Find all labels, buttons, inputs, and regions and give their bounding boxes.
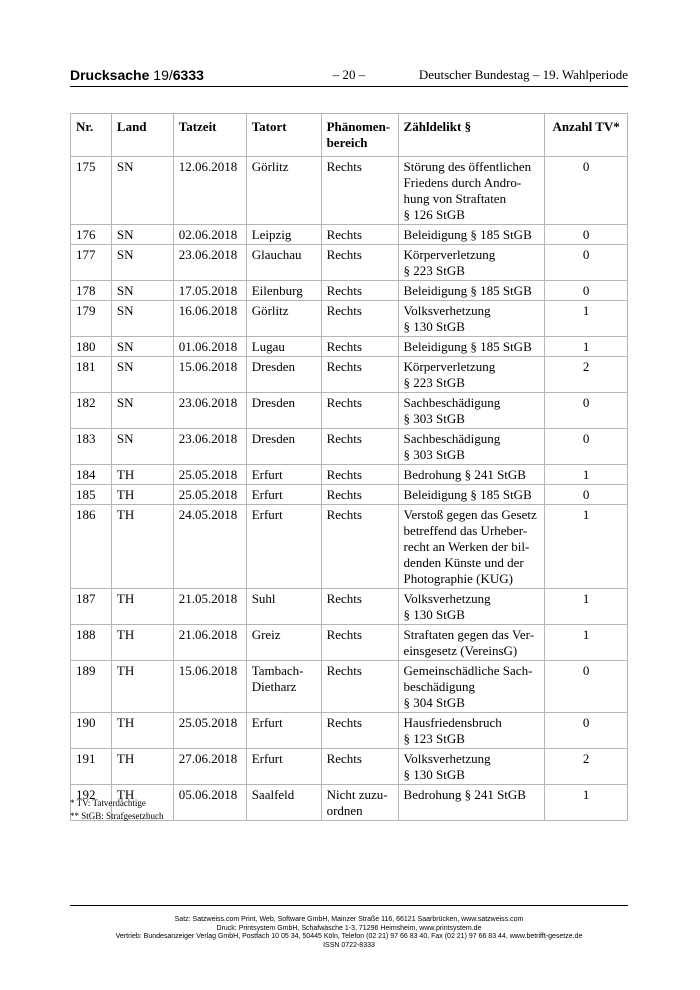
cell-delikt: Körperverletzung § 223 StGB (398, 357, 545, 393)
table-row (71, 225, 628, 245)
cell-bereich: Rechts (321, 465, 398, 485)
cell-anzahl: 0 (545, 281, 628, 301)
cell-tatzeit: 25.05.2018 (173, 713, 246, 749)
cell-land: TH (111, 465, 173, 485)
table-row (71, 337, 628, 357)
cell-nr: 182 (71, 393, 112, 429)
cell-tatzeit: 01.06.2018 (173, 337, 246, 357)
table-row (71, 465, 628, 485)
footer-line-issn: ISSN 0722-8333 (323, 941, 375, 949)
cell-tatort: Lugau (246, 337, 321, 357)
cell-tatzeit: 21.05.2018 (173, 589, 246, 625)
cell-land: TH (111, 589, 173, 625)
cell-anzahl: 1 (545, 785, 628, 821)
cell-land: TH (111, 485, 173, 505)
cell-tatzeit: 25.05.2018 (173, 485, 246, 505)
cell-bereich: Rechts (321, 505, 398, 589)
cell-tatzeit: 12.06.2018 (173, 157, 246, 225)
column-header-anzahl: Anzahl TV* (545, 114, 628, 157)
cell-nr: 189 (71, 661, 112, 713)
cell-land: SN (111, 393, 173, 429)
cell-nr: 180 (71, 337, 112, 357)
cell-delikt: Beleidigung § 185 StGB (398, 337, 545, 357)
cell-anzahl: 1 (545, 465, 628, 485)
column-header-bereich: Phänomen- bereich (321, 114, 398, 157)
cell-land: TH (111, 505, 173, 589)
cell-bereich: Rechts (321, 225, 398, 245)
cell-bereich: Rechts (321, 485, 398, 505)
cell-land: SN (111, 301, 173, 337)
cell-tatzeit: 05.06.2018 (173, 785, 246, 821)
cell-bereich: Rechts (321, 337, 398, 357)
cell-anzahl: 2 (545, 749, 628, 785)
cell-land: SN (111, 337, 173, 357)
page-number: – 20 – (332, 67, 366, 82)
cell-anzahl: 0 (545, 157, 628, 225)
footer-line-typesetting: Satz: Satzweiss.com Print, Web, Software GmbH, Mainzer Straße 116, 66121 Saarbrücken, www.satzweiss.com (174, 916, 524, 923)
cell-bereich: Rechts (321, 301, 398, 337)
cell-tatort: Saalfeld (246, 785, 321, 821)
cell-tatort: Suhl (246, 589, 321, 625)
cell-nr: 191 (71, 749, 112, 785)
cell-nr: 176 (71, 225, 112, 245)
cell-nr: 184 (71, 465, 112, 485)
cell-bereich: Rechts (321, 157, 398, 225)
cell-delikt: Hausfriedensbruch § 123 StGB (398, 713, 545, 749)
cell-tatzeit: 24.05.2018 (173, 505, 246, 589)
cell-tatzeit: 02.06.2018 (173, 225, 246, 245)
cell-tatzeit: 15.06.2018 (173, 661, 246, 713)
table-body (71, 157, 628, 821)
table-row (71, 485, 628, 505)
cell-tatort: Glauchau (246, 245, 321, 281)
cell-delikt: Sachbeschädigung § 303 StGB (398, 393, 545, 429)
cell-tatort: Dresden (246, 429, 321, 465)
cell-bereich: Rechts (321, 625, 398, 661)
cell-tatzeit: 27.06.2018 (173, 749, 246, 785)
cell-land: SN (111, 225, 173, 245)
page-footer (70, 916, 628, 950)
table-row (71, 625, 628, 661)
publisher-line: Deutscher Bundestag – 19. Wahlperiode (418, 67, 628, 82)
table-row (71, 713, 628, 749)
doc-label: Drucksache (70, 67, 150, 83)
cell-delikt: Beleidigung § 185 StGB (398, 485, 545, 505)
doc-number-prefix: 19/ (153, 67, 173, 83)
cell-tatzeit: 21.06.2018 (173, 625, 246, 661)
table-row (71, 393, 628, 429)
cell-delikt: Körperverletzung § 223 StGB (398, 245, 545, 281)
cell-tatort: Erfurt (246, 505, 321, 589)
cell-delikt: Bedrohung § 241 StGB (398, 465, 545, 485)
cell-tatort: Dresden (246, 393, 321, 429)
cell-delikt: Straftaten gegen das Ver- einsgesetz (VereinsG) (398, 625, 545, 661)
cell-land: TH (111, 749, 173, 785)
footer-line-distribution: Vertrieb: Bundesanzeiger Verlag GmbH, Postfach 10 05 34, 50445 Köln, Telefon (02 21) 97 66 83 40, Fax (02 21) 97 66 83 44, www.betrifft-gesetze.de (115, 933, 583, 941)
cell-tatort: Tambach- Dietharz (246, 661, 321, 713)
footnote: ** StGB: Strafgesetzbuch (70, 811, 164, 821)
cell-nr: 183 (71, 429, 112, 465)
cell-tatzeit: 17.05.2018 (173, 281, 246, 301)
cell-delikt: Bedrohung § 241 StGB (398, 785, 545, 821)
cell-land: SN (111, 157, 173, 225)
table-row (71, 357, 628, 393)
cell-bereich: Rechts (321, 589, 398, 625)
cell-tatort: Leipzig (246, 225, 321, 245)
cell-bereich: Rechts (321, 713, 398, 749)
cell-nr: 177 (71, 245, 112, 281)
cell-delikt: Störung des öffentlichen Friedens durch Andro- hung von Straftaten § 126 StGB (398, 157, 545, 225)
cell-nr: 192 (71, 785, 112, 821)
cell-nr: 179 (71, 301, 112, 337)
cell-anzahl: 1 (545, 337, 628, 357)
cell-nr: 185 (71, 485, 112, 505)
table-row (71, 301, 628, 337)
cell-nr: 178 (71, 281, 112, 301)
cell-land: SN (111, 281, 173, 301)
table-row (71, 505, 628, 589)
column-header-land: Land (111, 114, 173, 157)
cell-bereich: Rechts (321, 661, 398, 713)
cell-anzahl: 0 (545, 485, 628, 505)
footnote: * TV: Tatverdächtige (70, 798, 146, 808)
cell-nr: 188 (71, 625, 112, 661)
cell-anzahl: 0 (545, 661, 628, 713)
cell-nr: 181 (71, 357, 112, 393)
cell-delikt: Volksverhetzung § 130 StGB (398, 301, 545, 337)
table-row (71, 281, 628, 301)
cell-land: SN (111, 245, 173, 281)
cell-nr: 187 (71, 589, 112, 625)
footer-divider (70, 905, 628, 906)
footer-line-printing: Druck: Printsystem GmbH, Schafwäsche 1-3, 71296 Heimsheim, www.printsystem.de (216, 924, 482, 932)
footnotes (70, 797, 164, 823)
cell-land: TH (111, 661, 173, 713)
table-header-row (71, 114, 628, 157)
cell-delikt: Gemeinschädliche Sach- beschädigung § 304 StGB (398, 661, 545, 713)
cell-delikt: Sachbeschädigung § 303 StGB (398, 429, 545, 465)
cell-tatzeit: 16.06.2018 (173, 301, 246, 337)
cell-tatort: Dresden (246, 357, 321, 393)
cell-tatzeit: 23.06.2018 (173, 393, 246, 429)
cell-delikt: Volksverhetzung § 130 StGB (398, 589, 545, 625)
cell-nr: 190 (71, 713, 112, 749)
cell-tatort: Eilenburg (246, 281, 321, 301)
cell-tatzeit: 23.06.2018 (173, 245, 246, 281)
cell-anzahl: 1 (545, 625, 628, 661)
column-header-nr: Nr. (71, 114, 112, 157)
cell-bereich: Rechts (321, 393, 398, 429)
cell-delikt: Beleidigung § 185 StGB (398, 281, 545, 301)
cell-bereich: Rechts (321, 245, 398, 281)
cell-anzahl: 0 (545, 393, 628, 429)
table-row (71, 589, 628, 625)
column-header-delikt: Zähldelikt § (398, 114, 545, 157)
cell-delikt: Volksverhetzung § 130 StGB (398, 749, 545, 785)
cell-nr: 175 (71, 157, 112, 225)
cell-anzahl: 1 (545, 301, 628, 337)
cell-bereich: Rechts (321, 749, 398, 785)
column-header-tatzeit: Tatzeit (173, 114, 246, 157)
doc-number-value: 6333 (172, 67, 204, 83)
cell-tatort: Erfurt (246, 465, 321, 485)
cell-tatort: Greiz (246, 625, 321, 661)
offense-table (70, 113, 628, 821)
cell-tatzeit: 15.06.2018 (173, 357, 246, 393)
cell-land: SN (111, 357, 173, 393)
cell-anzahl: 1 (545, 505, 628, 589)
cell-land: SN (111, 429, 173, 465)
cell-nr: 186 (71, 505, 112, 589)
page-header (70, 66, 628, 87)
cell-tatort: Görlitz (246, 157, 321, 225)
cell-tatort: Erfurt (246, 485, 321, 505)
cell-land: TH (111, 785, 173, 821)
table-row (71, 157, 628, 225)
cell-anzahl: 0 (545, 225, 628, 245)
table-row (71, 245, 628, 281)
cell-tatzeit: 25.05.2018 (173, 465, 246, 485)
cell-bereich: Rechts (321, 281, 398, 301)
cell-land: TH (111, 713, 173, 749)
cell-tatzeit: 23.06.2018 (173, 429, 246, 465)
cell-bereich: Rechts (321, 357, 398, 393)
cell-delikt: Verstoß gegen das Gesetz betreffend das Urheber- recht an Werken der bil- denden Künste und der Photographie (KUG) (398, 505, 545, 589)
table-row (71, 749, 628, 785)
cell-anzahl: 0 (545, 713, 628, 749)
table-row (71, 429, 628, 465)
cell-bereich: Nicht zuzu- ordnen (321, 785, 398, 821)
cell-anzahl: 2 (545, 357, 628, 393)
cell-bereich: Rechts (321, 429, 398, 465)
cell-anzahl: 0 (545, 245, 628, 281)
cell-tatort: Erfurt (246, 749, 321, 785)
column-header-tatort: Tatort (246, 114, 321, 157)
cell-anzahl: 1 (545, 589, 628, 625)
cell-land: TH (111, 625, 173, 661)
cell-anzahl: 0 (545, 429, 628, 465)
table-row (71, 661, 628, 713)
cell-tatort: Erfurt (246, 713, 321, 749)
cell-tatort: Görlitz (246, 301, 321, 337)
cell-delikt: Beleidigung § 185 StGB (398, 225, 545, 245)
